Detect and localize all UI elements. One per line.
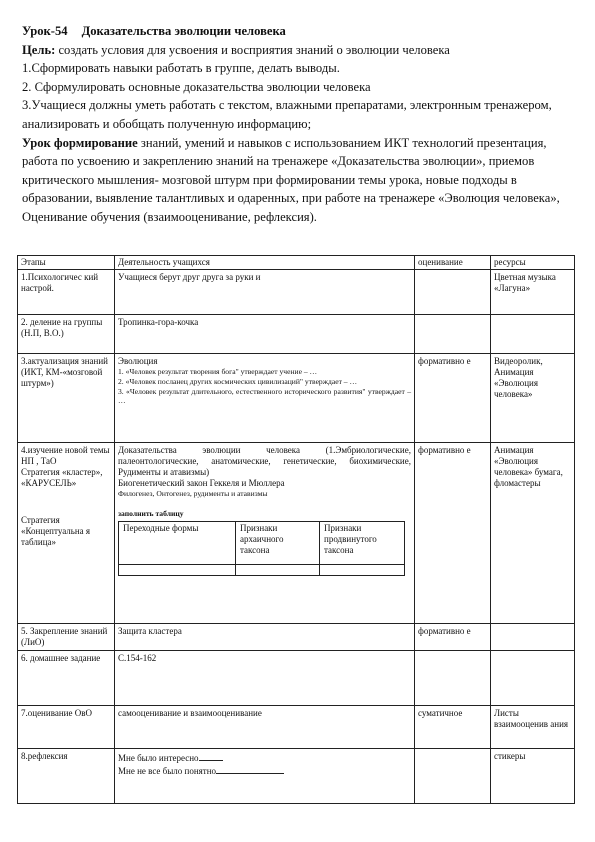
concept-cell[interactable] [236,564,320,575]
task-2: 2. Сформулировать основные доказательства эволюции человека [22,79,371,94]
resources-cell: Анимация «Эволюция человека» бумага, фломастеры [491,443,575,624]
stage-line: Стратегия «Концептуальна я таблица» [21,515,91,547]
header-activity: Деятельность учащихся [115,256,415,270]
activity-cell: С.154-162 [115,651,415,706]
resources-cell: Листы взаимооценив ания [491,706,575,749]
activity-cell [115,354,415,443]
table-row [18,651,575,706]
concept-header: Признаки продвинутого таксона [320,521,405,564]
stage-cell: 8.рефлексия [18,749,115,804]
lesson-number: Урок-54 [22,24,68,38]
concept-table [118,521,405,576]
stage-cell: 6. домашнее задание [18,651,115,706]
header-resources: ресурсы [491,256,575,270]
goal-label: Цель: [22,42,56,57]
activity-cell [115,749,415,804]
task-1: 1.Сформировать навыки работать в группе, делать выводы. [22,61,340,76]
activity-cell: Учащиеся берут друг друга за руки и [115,270,415,315]
formation-text: знаний, умений и навыков с использованием ИКТ технологий презентация, работа по усвоению и закреплению знаний на тренажере «Доказательства эволюции», приемов критического мышления- мозговой штурм при формировании темы урока, новые подходы в образовании, выявление талантливых и одаренных, при работе на тренажере «Эволюция человека», Оценивание обучения (взаимооценивание, рефлексия). [22,135,560,224]
assessment-cell: формативно е [415,624,491,651]
stage-cell: 1.Психологичес кий настрой. [18,270,115,315]
header-stages: Этапы [18,256,115,270]
lesson-formation [22,134,574,227]
concept-cell[interactable] [320,564,405,575]
biogenetic-law: Биогенетический закон Геккеля и Мюллера [118,478,285,488]
table-row [18,270,575,315]
fill-table-label: заполнить таблицу [118,508,184,518]
table-header-row [18,256,575,270]
evidence-text: Доказательства эволюции человека (1.Эмбриологические, палеонтологические, анатомические, генетические, биохимические, Рудименты и атавизмы) [118,445,411,477]
concept-header: Признаки архаичного таксона [236,521,320,564]
activity-item: 1. «Человек результат творения бога" утверждает учение – … [118,367,318,376]
task-3: 3.Учащиеся должны уметь работать с текстом, влажными препаратами, электронным тренажером, анализировать и обобщать полученную информацию; [22,98,552,131]
activity-item: 3. «Человек результат длительного, естественного исторического развития" утверждает – … [118,386,411,406]
resources-cell [491,624,575,651]
goal-text: создать условия для усвоения и восприятия знаний о эволюции человека [55,42,450,57]
activity-title: Эволюция [118,356,158,366]
resources-cell [491,651,575,706]
activity-cell: самооценивание и взаимооценивание [115,706,415,749]
lesson-goal [22,41,574,60]
activity-cell: Тропинка-гора-кочка [115,315,415,354]
spacer [21,489,111,515]
activity-item: 2. «Человек посланец других космических цивилизаций" утверждает – … [118,376,358,386]
concept-cell[interactable] [119,564,236,575]
reflection-prompt: Мне было интересно [118,753,199,763]
assessment-cell [415,651,491,706]
activity-cell: Защита кластера [115,624,415,651]
assessment-cell [415,749,491,804]
concept-header: Переходные формы [119,521,236,564]
resources-cell: стикеры [491,749,575,804]
resources-cell [491,315,575,354]
lesson-plan-table [17,255,575,804]
concept-table-header [119,521,405,564]
stage-cell: 2. деление на группы (Н.П, В.О.) [18,315,115,354]
table-row [18,315,575,354]
assessment-cell [415,270,491,315]
table-row [18,624,575,651]
key-terms: Филогенез, Онтогенез, рудименты и атавизмы [118,489,268,498]
assessment-cell: суматичное [415,706,491,749]
stage-line: 4.изучение новой темы НП , ТаО [21,445,110,466]
reflection-prompt: Мне не все было понятно [118,766,217,776]
table-row [18,354,575,443]
resources-cell: Цветная музыка «Лагуна» [491,270,575,315]
reflection-line [118,764,411,777]
stage-cell: 7.оценивание ОвО [18,706,115,749]
lesson-title [22,22,574,41]
stage-cell: 3.актуализация знаний (ИКТ, КМ-«мозговой штурм») [18,354,115,443]
table-row [18,749,575,804]
reflection-line [118,751,411,764]
stage-cell [18,443,115,624]
header-assessment: оценивание [415,256,491,270]
resources-cell: Видеоролик, Анимация «Эволюция человека» [491,354,575,443]
answer-blank[interactable] [199,751,223,761]
lesson-topic: Доказательства эволюции человека [81,24,286,38]
spacer [118,499,411,509]
stage-cell: 5. Закрепление знаний (ЛиО) [18,624,115,651]
assessment-cell: формативно е [415,443,491,624]
assessment-cell [415,315,491,354]
table-row [18,706,575,749]
answer-blank[interactable] [216,764,284,774]
lesson-header [22,22,574,227]
activity-cell [115,443,415,624]
concept-table-row [119,564,405,575]
formation-label: Урок формирование [22,135,138,150]
table-row [18,443,575,624]
stage-line: Стратегия «кластер», «КАРУСЕЛЬ» [21,467,103,488]
assessment-cell: формативно е [415,354,491,443]
